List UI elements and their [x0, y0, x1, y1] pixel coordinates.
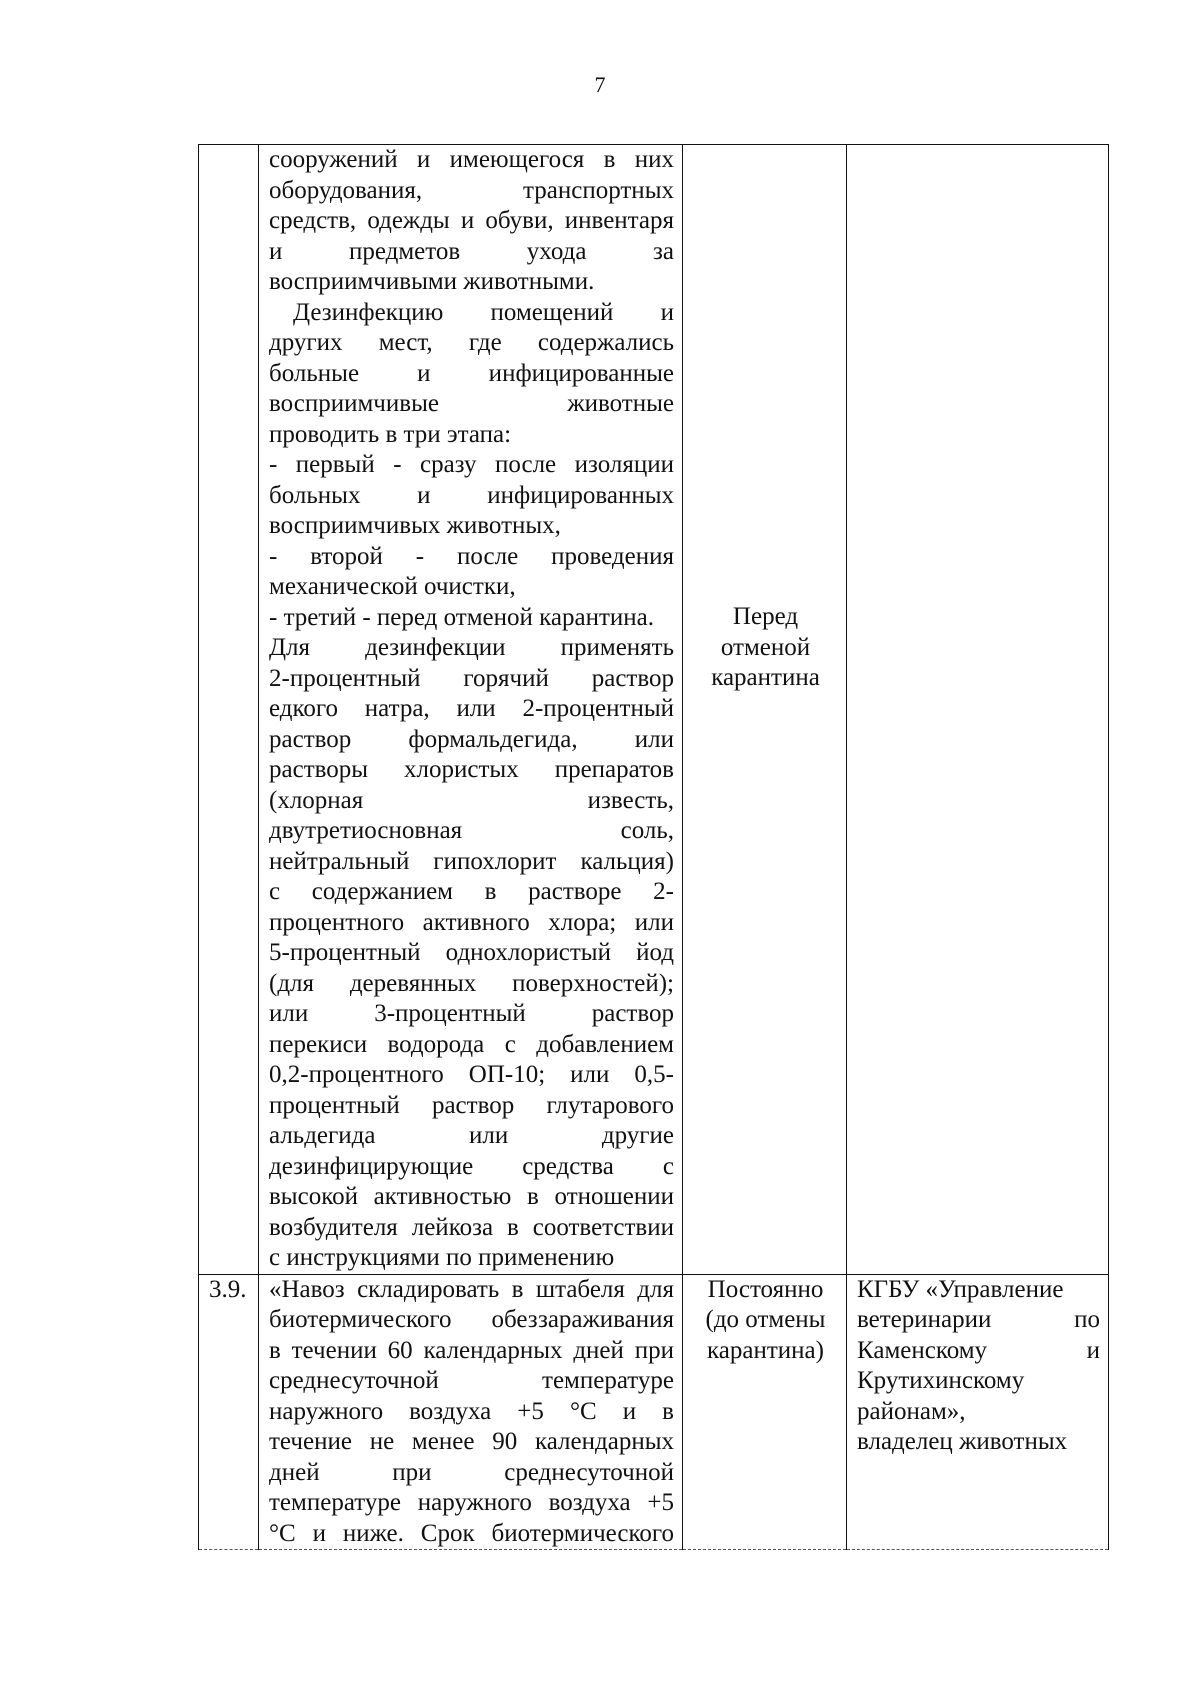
text-line: возбудителя лейкоза в соответствии: [269, 1213, 674, 1241]
measures-table: [198, 144, 1109, 1550]
term-cell: [683, 145, 847, 1275]
text-line: дней при среднесуточной: [269, 1458, 674, 1486]
text-line: восприимчивые животные: [269, 390, 674, 417]
text-line: с содержанием в растворе 2-: [269, 878, 674, 905]
text-line: с инструкциями по применению: [269, 1244, 615, 1271]
responsible-line: КГБУ «Управление: [857, 1275, 1064, 1303]
responsible-cell: [847, 1274, 1109, 1550]
text-line: течение не менее 90 календарных: [269, 1428, 674, 1455]
text-line: процентный раствор глутарового: [269, 1091, 674, 1119]
text-line: восприимчивых животных,: [269, 512, 561, 539]
text-line: едкого натра, или 2-процентный: [269, 695, 674, 722]
text-line: (хлорная известь,: [269, 786, 674, 814]
text-line: температуре наружного воздуха +5: [269, 1489, 674, 1516]
responsible-line: Каменскому и: [857, 1336, 1100, 1364]
row-number-cell: 3.9.: [199, 1274, 259, 1550]
text-line: оборудования, транспортных: [269, 176, 674, 204]
responsible-line: ветеринарии по: [857, 1306, 1100, 1333]
text-line: восприимчивыми животными.: [269, 268, 595, 295]
table-row-3-9: [199, 1274, 1109, 1550]
text-line: 5-процентный однохлористый йод: [269, 939, 674, 966]
text-line: средств, одежды и обуви, инвентаря: [269, 207, 674, 234]
responsible-line: владелец животных: [857, 1428, 1068, 1455]
term-line: карантина): [707, 1336, 824, 1364]
term-line: Постоянно: [707, 1275, 824, 1303]
term-cell: [683, 1274, 847, 1550]
text-line: процентного активного хлора; или: [269, 908, 674, 936]
text-line: перекиси водорода с добавлением: [269, 1030, 674, 1058]
text-line: наружного воздуха +5 °С и в: [269, 1397, 674, 1425]
page-number: 7: [594, 72, 606, 97]
text-line: и предметов ухода за: [269, 237, 674, 265]
text-line: механической очистки,: [269, 573, 516, 600]
text-line: - первый - сразу после изоляции: [269, 451, 674, 478]
text-line: высокой активностью в отношении: [269, 1183, 674, 1210]
text-line: - второй - после проведения: [269, 542, 674, 570]
text-line: больные и инфицированные: [269, 359, 674, 387]
text-line: 0,2-процентного ОП-10; или 0,5-: [269, 1061, 674, 1088]
text-line: Дезинфекцию помещений и: [293, 298, 674, 326]
responsible-line: районам»,: [857, 1397, 966, 1425]
responsible-cell: [847, 145, 1109, 1275]
text-line: или 3-процентный раствор: [269, 1000, 674, 1027]
text-line: (для деревянных поверхностей);: [269, 969, 674, 997]
text-line: Для дезинфекции применять: [269, 634, 674, 661]
term-line: (до отмены: [705, 1306, 826, 1333]
text-line: дезинфицирующие средства с: [269, 1152, 674, 1180]
text-line: других мест, где содержались: [269, 329, 674, 356]
text-line: среднесуточной температуре: [269, 1367, 674, 1394]
term-line: отменой: [720, 633, 811, 661]
measure-text-cell: [259, 1274, 683, 1550]
text-line: «Навоз складировать в штабеля для: [269, 1275, 674, 1303]
text-line: больных и инфицированных: [269, 481, 674, 509]
table-row-continued: [199, 145, 1109, 1275]
text-line: растворы хлористых препаратов: [269, 756, 674, 783]
text-line: в течении 60 календарных дней при: [269, 1336, 674, 1364]
text-line: раствор формальдегида, или: [269, 725, 674, 753]
term-spacer: [693, 145, 838, 602]
text-line: биотермического обеззараживания: [269, 1306, 674, 1333]
text-line: сооружений и имеющегося в них: [269, 146, 674, 173]
text-line: °С и ниже. Срок биотермического: [269, 1519, 674, 1547]
term-line: Перед: [732, 603, 799, 630]
measure-text-cell: [259, 145, 683, 1275]
text-line: двутретиосновная соль,: [269, 817, 674, 844]
text-line: 2-процентный горячий раствор: [269, 664, 674, 692]
term-line: карантина: [711, 664, 820, 691]
text-line: проводить в три этапа:: [269, 420, 512, 448]
text-line: - третий - перед отменой карантина.: [269, 603, 655, 631]
text-line: нейтральный гипохлорит кальция): [269, 847, 674, 875]
row-number-cell: [199, 145, 259, 1275]
text-line: альдегида или другие: [269, 1122, 674, 1149]
responsible-line: Крутихинскому: [857, 1367, 1025, 1394]
